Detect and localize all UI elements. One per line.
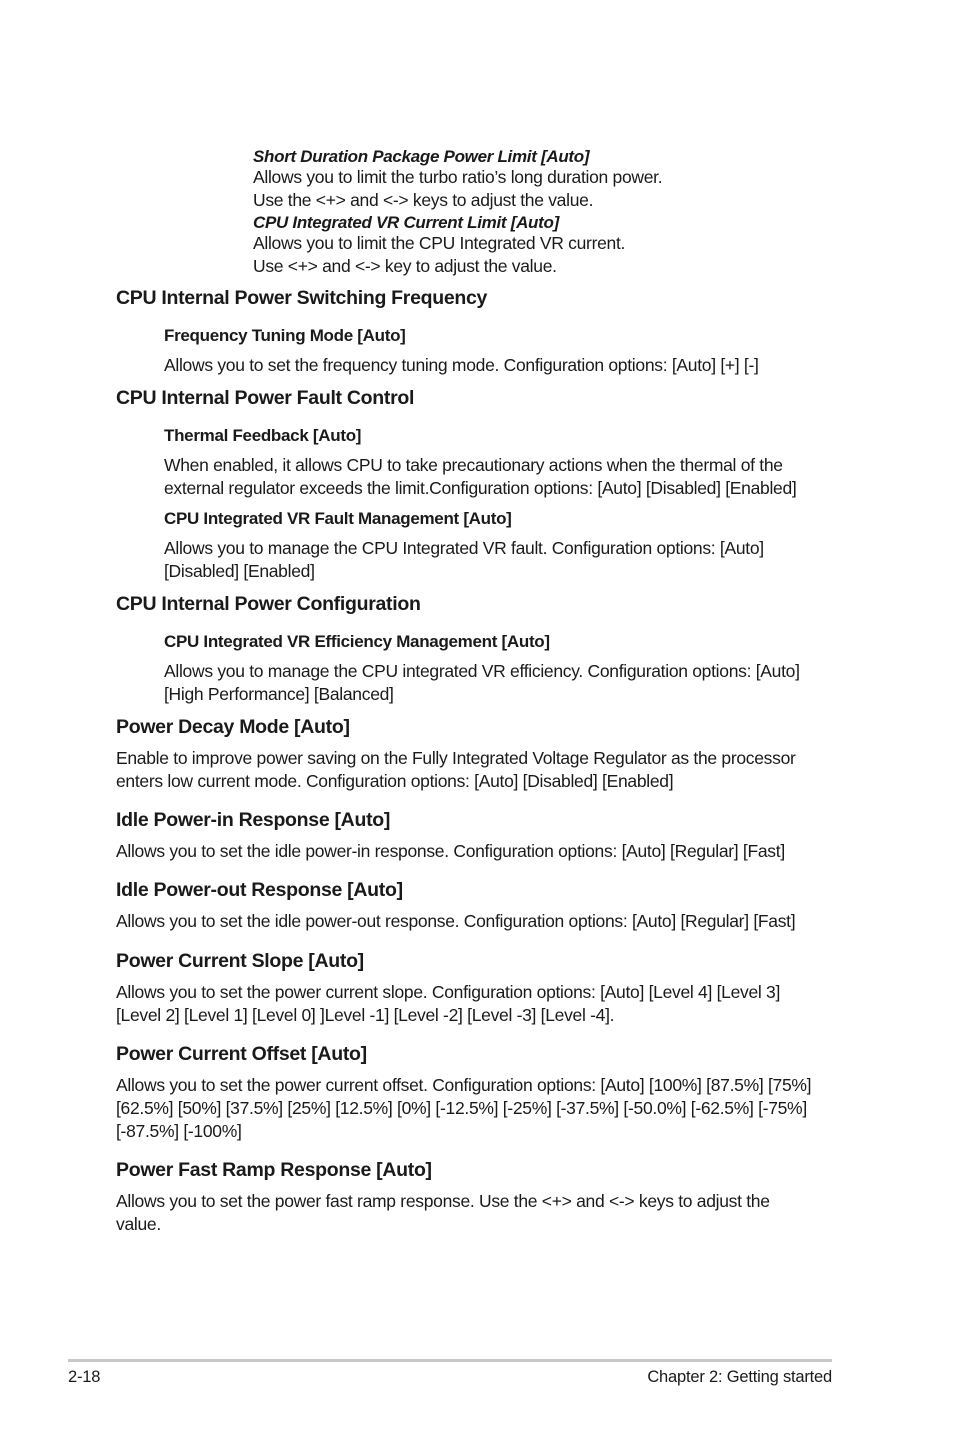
vr-efficiency-description	[164, 660, 800, 706]
paragraph-line: Allows you to set the idle power-out response. Configuration options: [Auto] [Regular] [Fast]	[116, 911, 796, 931]
current-slope-description	[116, 981, 780, 1027]
thermal-feedback-heading: Thermal Feedback [Auto]	[164, 426, 362, 445]
power-decay-description	[116, 747, 796, 793]
power-configuration-heading: CPU Internal Power Configuration	[116, 593, 421, 615]
footer-divider	[68, 1359, 832, 1362]
paragraph-line: Allows you to set the power current offset. Configuration options: [Auto] [100%] [87.5%] [75%]	[116, 1075, 812, 1095]
paragraph-line: enters low current mode. Configuration options: [Auto] [Disabled] [Enabled]	[116, 771, 674, 791]
vr-fault-description	[164, 537, 764, 583]
paragraph-line: Allows you to limit the turbo ratio’s long duration power.	[253, 167, 663, 187]
fast-ramp-heading: Power Fast Ramp Response [Auto]	[116, 1159, 432, 1181]
fault-control-heading: CPU Internal Power Fault Control	[116, 387, 415, 409]
frequency-tuning-description	[164, 354, 759, 377]
chapter-title: Chapter 2: Getting started	[647, 1368, 832, 1386]
idle-power-in-description	[116, 840, 785, 863]
paragraph-line: Use the <+> and <-> keys to adjust the value.	[253, 190, 594, 210]
paragraph-line: When enabled, it allows CPU to take precautionary actions when the thermal of the	[164, 455, 783, 475]
paragraph-line: Allows you to manage the CPU Integrated VR fault. Configuration options: [Auto]	[164, 538, 764, 558]
paragraph-line: Allows you to set the power fast ramp response. Use the <+> and <-> keys to adjust the	[116, 1191, 770, 1211]
short-duration-heading: Short Duration Package Power Limit [Auto]	[253, 147, 590, 166]
paragraph-line: Allows you to manage the CPU integrated VR efficiency. Configuration options: [Auto]	[164, 661, 800, 681]
vr-efficiency-heading: CPU Integrated VR Efficiency Management [Auto]	[164, 632, 550, 651]
current-offset-heading: Power Current Offset [Auto]	[116, 1043, 367, 1065]
paragraph-line: Allows you to limit the CPU Integrated VR current.	[253, 233, 626, 253]
vr-current-limit-heading: CPU Integrated VR Current Limit [Auto]	[253, 213, 559, 232]
vr-fault-heading: CPU Integrated VR Fault Management [Auto]	[164, 509, 512, 528]
fast-ramp-description	[116, 1190, 770, 1236]
switching-frequency-heading: CPU Internal Power Switching Frequency	[116, 287, 488, 309]
short-duration-description	[253, 166, 662, 212]
paragraph-line: Enable to improve power saving on the Fully Integrated Voltage Regulator as the processor	[116, 748, 796, 768]
power-decay-heading: Power Decay Mode [Auto]	[116, 716, 350, 738]
paragraph-line: external regulator exceeds the limit.Configuration options: [Auto] [Disabled] [Enabled]	[164, 478, 797, 498]
paragraph-line: Use <+> and <-> key to adjust the value.	[253, 256, 557, 276]
vr-current-limit-description	[253, 232, 625, 278]
paragraph-line: Allows you to set the frequency tuning mode. Configuration options: [Auto] [+] [-]	[164, 355, 759, 375]
page-number: 2-18	[68, 1368, 101, 1386]
idle-power-out-description	[116, 910, 795, 933]
paragraph-line: [High Performance] [Balanced]	[164, 684, 394, 704]
paragraph-line: Allows you to set the power current slope. Configuration options: [Auto] [Level 4] [Level 3]	[116, 982, 781, 1002]
paragraph-line: [Level 2] [Level 1] [Level 0] ]Level -1] [Level -2] [Level -3] [Level -4].	[116, 1005, 615, 1025]
paragraph-line: [-87.5%] [-100%]	[116, 1121, 242, 1141]
thermal-feedback-description	[164, 454, 796, 500]
paragraph-line: [Disabled] [Enabled]	[164, 561, 315, 581]
idle-power-in-heading: Idle Power-in Response [Auto]	[116, 809, 391, 831]
paragraph-line: [62.5%] [50%] [37.5%] [25%] [12.5%] [0%] [-12.5%] [-25%] [-37.5%] [-50.0%] [-62.5%] [-75%]	[116, 1098, 807, 1118]
current-offset-description	[116, 1074, 811, 1143]
current-slope-heading: Power Current Slope [Auto]	[116, 950, 364, 972]
paragraph-line: value.	[116, 1214, 161, 1234]
frequency-tuning-heading: Frequency Tuning Mode [Auto]	[164, 326, 406, 345]
paragraph-line: Allows you to set the idle power-in response. Configuration options: [Auto] [Regular] [Fast]	[116, 841, 785, 861]
idle-power-out-heading: Idle Power-out Response [Auto]	[116, 879, 403, 901]
